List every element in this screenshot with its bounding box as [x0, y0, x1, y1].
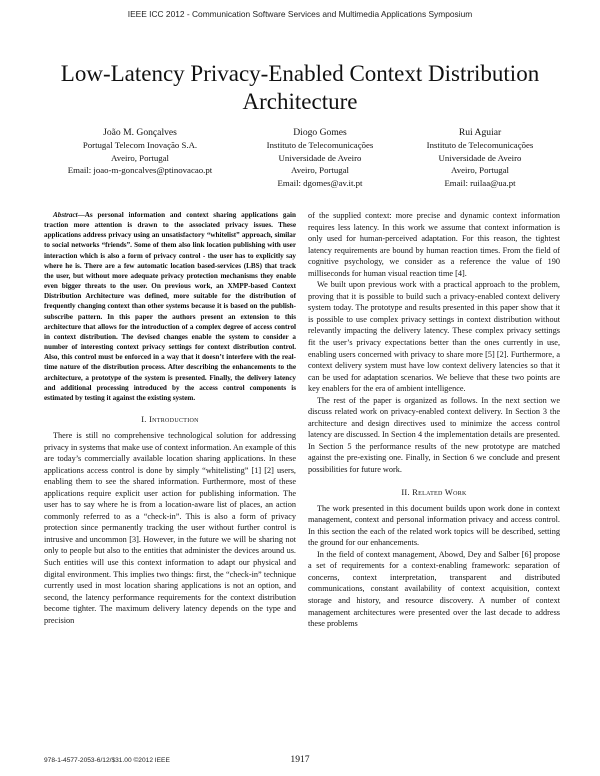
intro-paragraph-organization: The rest of the paper is organized as follows. In the next section we discuss related work on privacy-enabled context delivery. In Section 3 the architecture and design directives used to minimize the access control latency are discussed. In Section 4 the implementation details are presented. In Section 5 the performance results of the new prototype are matched against the pre-existing one. Finally, in Section 6 we conclude and present possibilities for future work. [308, 395, 560, 475]
author-name: Diogo Gomes [293, 127, 347, 138]
page-number: 1917 [290, 754, 310, 765]
author-email: Email: joao-m-goncalves@ptinovacao.pt [67, 165, 213, 176]
intro-paragraph-continued: of the supplied context: more precise and dynamic context information requires less latency. In this work we assume that context information is only used for human-perceived adaptation. For this reason, the tightest latency requirements are bound by human reaction times. From the field of cognitive psychology, we consider as a reference the value of 190 milliseconds for human visual reaction time [4]. [308, 211, 560, 278]
author-gomes [250, 127, 390, 189]
author-email: Email: dgomes@av.it.pt [277, 177, 363, 188]
author-goncalves [30, 127, 250, 177]
abstract [44, 210, 296, 403]
related-work-paragraph-context-management: In the field of context management, Abowd, Dey and Salber [6] propose a set of requirements for a context-enabling framework: separation of concerns, context interpretation, transparent and distributed communications, constant availability of context acquisition, context storage and history, and resource discovery. A number of context management architectures were presented over the last decade to address these problems [308, 549, 560, 629]
conference-header: IEEE ICC 2012 - Communication Software Services and Multimedia Applications Symposium [127, 9, 473, 19]
copyright-footer: 978-1-4577-2053-6/12/$31.00 ©2012 IEEE [44, 757, 170, 764]
author-email: Email: ruilaa@ua.pt [444, 177, 516, 188]
author-affiliation: Portugal Telecom Inovação S.A. [82, 140, 198, 151]
related-work-paragraph: The work presented in this document builds upon work done in context management, context and personal information privacy and access control. In this section the each of the related work topics will be described, setting the ground for our enhancements. [308, 503, 560, 548]
author-location: Aveiro, Portugal [111, 152, 169, 163]
author-affiliation: Instituto de Telecomunicações [426, 140, 534, 151]
abstract-text: —As personal information and context sharing applications gain traction more attention is drawn to the associated privacy issues. These applications address privacy using an unsatisfactory “whitelist” approach, similar to social networks “friends”. Some of them also link location publishing with user interaction which is also a form of privacy control - the user has to explicitly say where he is. There are a few automatic location based-services (LBS) that track the user, but without more adequate privacy protection mechanisms they enable even bigger threats to the user. On previous work, an XMPP-based Context Distribution Architecture was defined, more suitable for the distribution of frequently changing context than other systems because it is based on the publish-subscribe pattern. In this paper the authors present an extension to this architecture that allows for the introduction of a complex degree of access control in context distribution. The devised changes enable the system to consider a number of interesting context privacy settings for context distribution control. Also, this control must be enforced in a way that it doesn’t interfere with the real-time nature of the distribution process. After describing the enhancements to the architecture, a prototype of the system is presented. Finally, the delivery latency and additional processing introduced by the access control components is estimated by testing it against the existing system. [44, 211, 296, 402]
section-heading-introduction: I. Introduction [141, 414, 199, 424]
author-department: Universidade de Aveiro [278, 152, 362, 163]
paper-title: Low-Latency Privacy-Enabled Context Distribution Architecture [60, 61, 540, 114]
author-location: Aveiro, Portugal [291, 165, 349, 176]
author-block [0, 127, 600, 197]
left-column [44, 210, 296, 626]
author-affiliation: Instituto de Telecomunicações [266, 140, 374, 151]
intro-paragraph-previous-work: We built upon previous work with a practical approach to the problem, proving that it is possible to build such a privacy-enabled context delivery system today. The prototype and results presented in this paper show that it is possible to use complex privacy settings in context distribution without relevantly impacting the delivery latency. These complex privacy settings fit the user’s privacy expectations better than the ones currently in use, enabling users concerned with privacy to share more [5] [2]. Furthermore, a context delivery system must have low context delivery latencies so that it can be used for adaptation scenarios. We believe that these two points are key enablers for the era of ambient intelligence. [308, 280, 560, 394]
author-name: Rui Aguiar [458, 127, 502, 138]
author-name: João M. Gonçalves [103, 127, 177, 138]
right-column [308, 210, 560, 630]
author-aguiar [390, 127, 570, 189]
author-location: Aveiro, Portugal [451, 165, 509, 176]
author-department: Universidade de Aveiro [438, 152, 522, 163]
abstract-lead: Abstract [53, 211, 78, 219]
intro-paragraph: There is still no comprehensive technological solution for addressing privacy in systems that make use of context information. An example of this are today’s commercially available location sharing applications. In these applications access control is done by simply “whitelisting” [1] [2] users, enabling them to see the shared information. Furthermore, most of these applications require explicit user action for publishing information. The user has to say where he is from a location-aware list of places, an action commonly referred to as a “check-in”. This is also a form of privacy protection since permanently tracking the user without further control is intrusive and uncommon [3]. However, in the future we will be sharing not only to people but also to the entities that administer the devices around us. Such entities will use this context information to adapt our physical and digital environment. This implies two things: first, the “check-in” technique currently used in most location sharing applications is not an option, and second, the latency performance requirements for the context distribution become tighter. The maximum delivery latency depends on the type and precision [44, 430, 296, 625]
section-heading-related-work: II. Related Work [401, 487, 467, 497]
